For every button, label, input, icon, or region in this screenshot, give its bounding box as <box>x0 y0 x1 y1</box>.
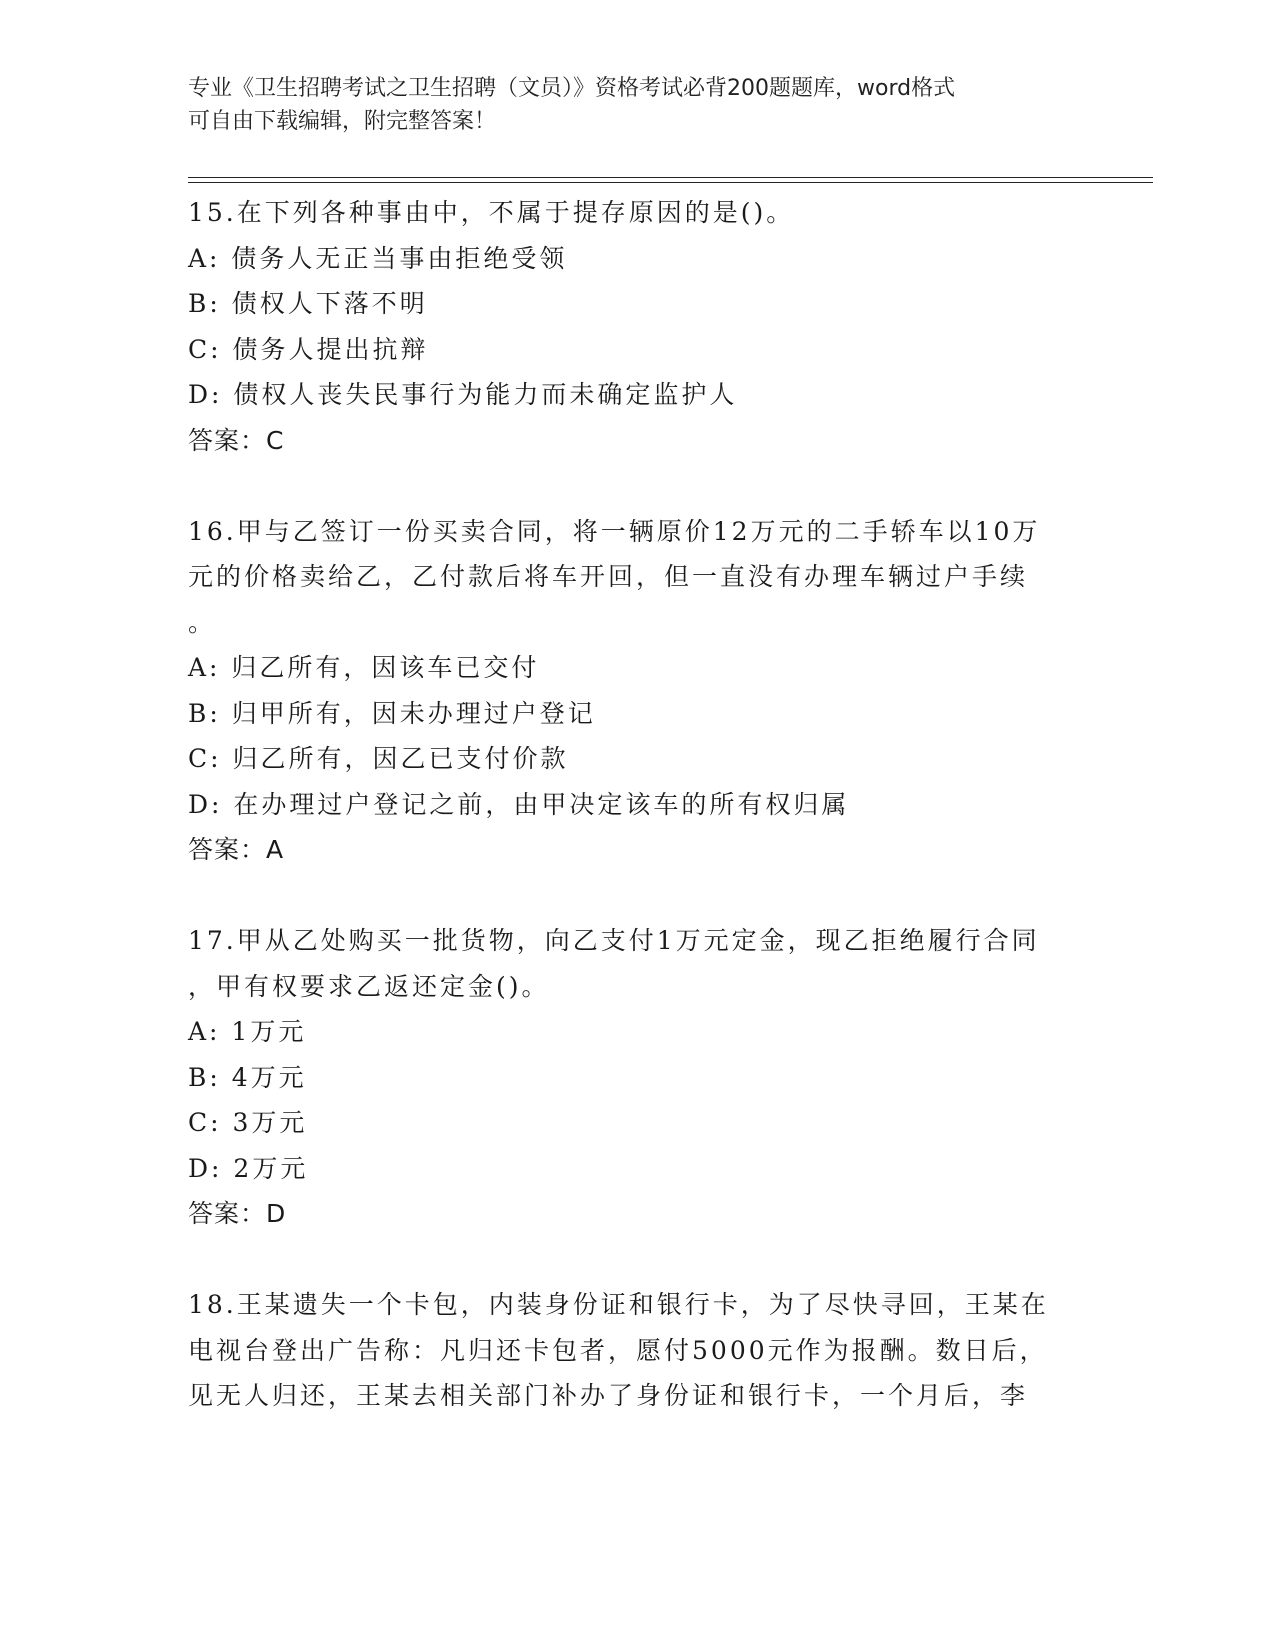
question-stem-line: 见无人归还，王某去相关部门补办了身份证和银行卡，一个月后，李 <box>188 1381 1029 1410</box>
answer-key: 答案：C <box>188 425 285 455</box>
answer-option: B: 归甲所有，因未办理过户登记 <box>188 698 596 728</box>
header-line-1: 专业《卫生招聘考试之卫生招聘（文员）》资格考试必背200题题库，word格式 <box>188 76 956 101</box>
question-stem-line: ，甲有权要求乙返还定金()。 <box>188 971 550 1001</box>
answer-option: C: 归乙所有，因乙已支付价款 <box>188 744 569 773</box>
answer-key: 答案：D <box>188 1199 287 1228</box>
question-stem-line: 。 <box>188 607 217 637</box>
question-stem-line: 18.王某遗失一个卡包，内装身份证和银行卡，为了尽快寻回，王某在 <box>188 1290 1049 1319</box>
answer-option: B: 债权人下落不明 <box>188 289 428 318</box>
question-stem-line: 17.甲从乙处购买一批货物，向乙支付1万元定金，现乙拒绝履行合同 <box>188 926 1040 955</box>
question-block <box>188 509 1068 873</box>
answer-option: D: 在办理过户登记之前，由甲决定该车的所有权归属 <box>188 789 850 819</box>
header-divider-top <box>188 177 1153 178</box>
answer-option: C: 债务人提出抗辩 <box>188 334 429 364</box>
question-stem-line: 元的价格卖给乙，乙付款后将车开回，但一直没有办理车辆过户手续 <box>188 562 1029 591</box>
question-list <box>188 190 1068 1419</box>
answer-option: C: 3万元 <box>188 1108 308 1137</box>
question-block <box>188 190 1068 463</box>
answer-option: A: 1万元 <box>188 1017 307 1046</box>
answer-key: 答案：A <box>188 835 285 864</box>
question-stem-line: 16.甲与乙签订一份买卖合同，将一辆原价12万元的二手轿车以10万 <box>188 516 1041 546</box>
document-header <box>188 72 1068 138</box>
answer-option: B: 4万元 <box>188 1062 307 1092</box>
question-block <box>188 1282 1068 1419</box>
header-line-2: 可自由下载编辑，附完整答案！ <box>188 109 497 134</box>
answer-option: A: 归乙所有，因该车已交付 <box>188 653 540 682</box>
question-stem-line: 电视台登出广告称：凡归还卡包者，愿付5000元作为报酬。数日后， <box>188 1335 1048 1365</box>
question-spacer <box>188 463 1068 509</box>
question-block <box>188 918 1068 1237</box>
answer-option: A: 债务人无正当事由拒绝受领 <box>188 243 568 273</box>
question-spacer <box>188 873 1068 919</box>
header-divider-bottom <box>188 182 1153 183</box>
question-spacer <box>188 1237 1068 1283</box>
answer-option: D: 2万元 <box>188 1153 309 1183</box>
question-stem-line: 15.在下列各种事由中，不属于提存原因的是()。 <box>188 198 795 227</box>
answer-option: D: 债权人丧失民事行为能力而未确定监护人 <box>188 380 738 409</box>
